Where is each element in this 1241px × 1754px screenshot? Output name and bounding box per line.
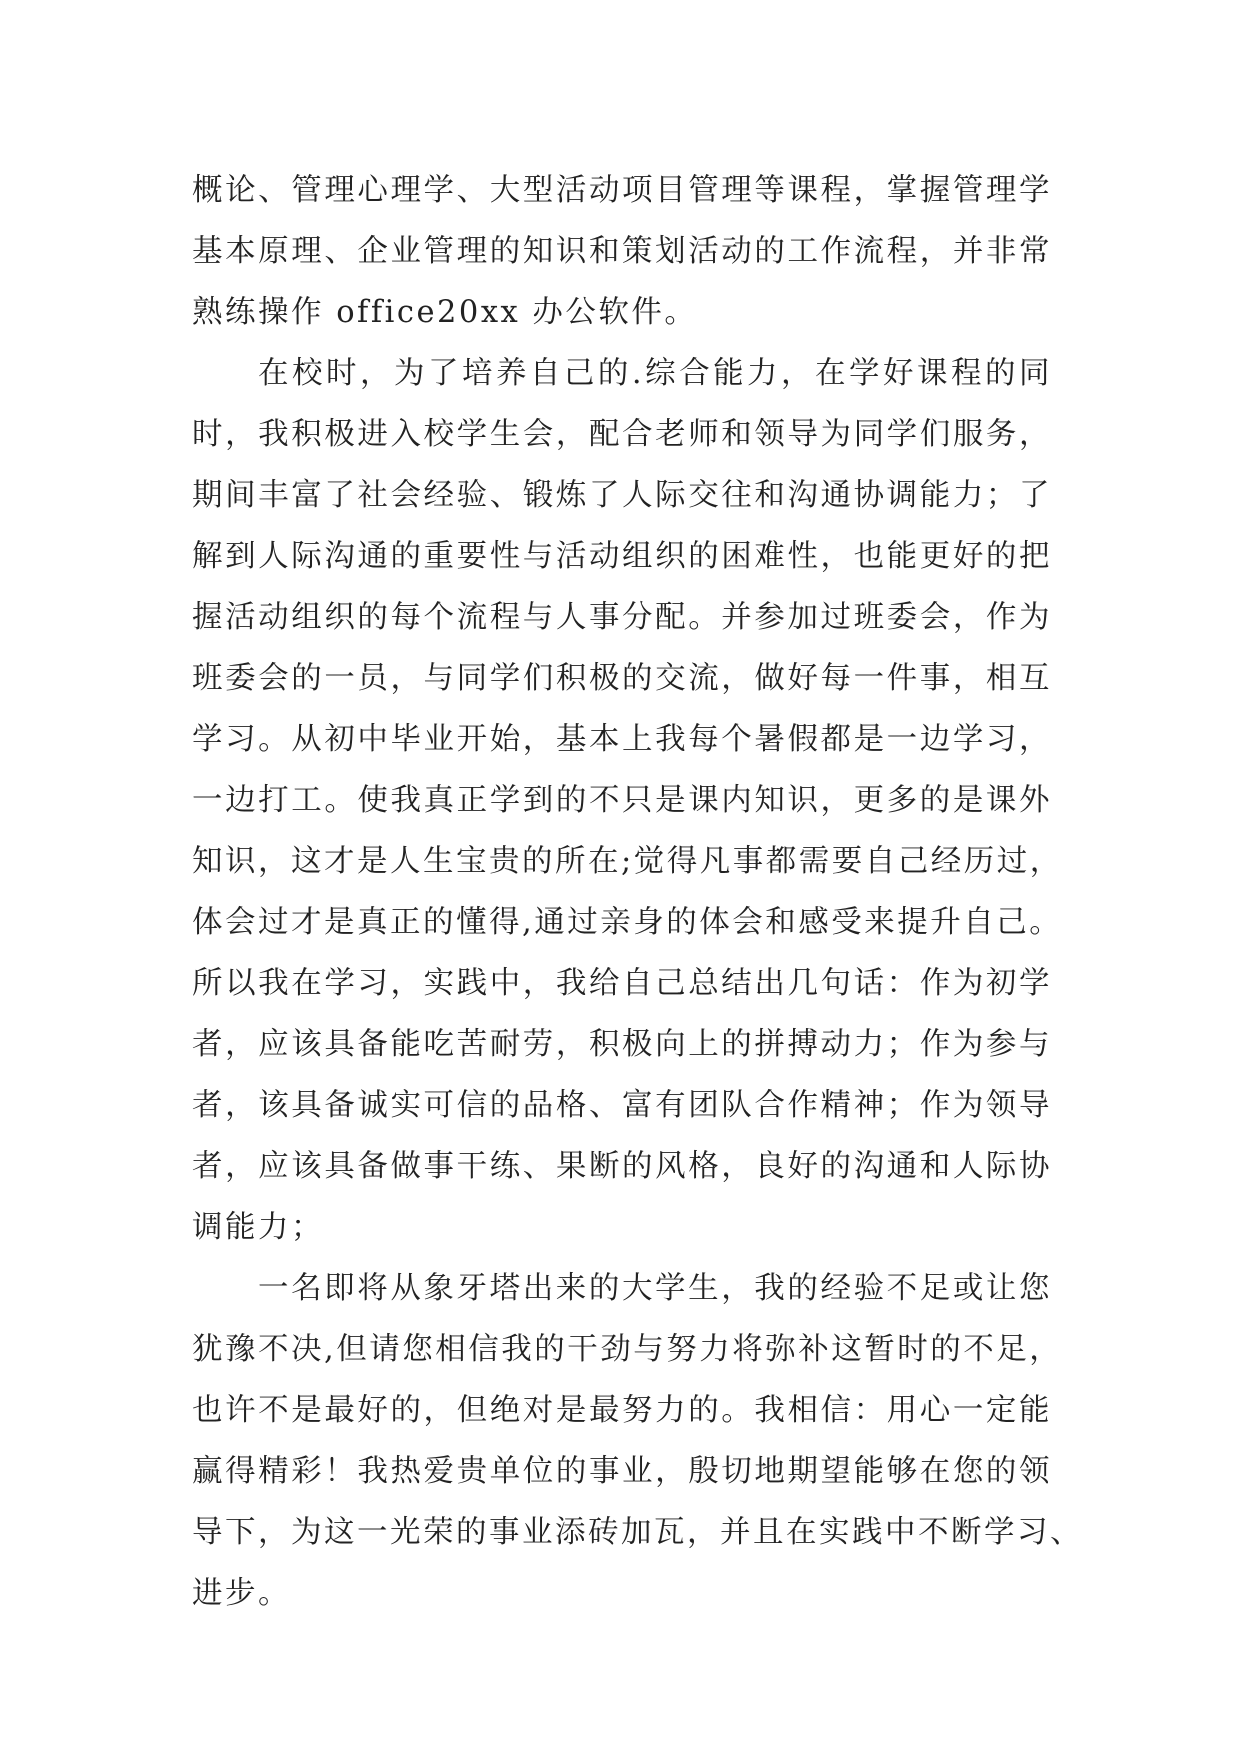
paragraph-line: 者，应该具备能吃苦耐劳，积极向上的拼搏动力；作为参与 [192, 1027, 1052, 1062]
paragraph-3 [192, 1258, 1083, 1624]
paragraph-line: 调能力； [192, 1210, 324, 1245]
paragraph-line: 所以我在学习，实践中，我给自己总结出几句话：作为初学 [192, 966, 1052, 1001]
paragraph-line: 犹豫不决,但请您相信我的干劲与努力将弥补这暂时的不足， [192, 1332, 1063, 1367]
paragraph-line: 基本原理、企业管理的知识和策划活动的工作流程，并非常 [192, 234, 1052, 269]
paragraph-line: 在校时，为了培养自己的.综合能力，在学好课程的同 [258, 356, 1052, 391]
paragraph-line: 体会过才是真正的懂得,通过亲身的体会和感受来提升自己。 [192, 905, 1063, 940]
paragraph-line: 知识，这才是人生宝贵的所在;觉得凡事都需要自己经历过， [192, 844, 1063, 879]
paragraph-line: 期间丰富了社会经验、锻炼了人际交往和沟通协调能力；了 [192, 478, 1052, 513]
paragraph-line: 班委会的一员，与同学们积极的交流，做好每一件事，相互 [192, 661, 1052, 696]
paragraph-line: 一名即将从象牙塔出来的大学生，我的经验不足或让您 [258, 1271, 1052, 1306]
paragraph-line: 一边打工。使我真正学到的不只是课内知识，更多的是课外 [192, 783, 1052, 818]
paragraph-line: 概论、管理心理学、大型活动项目管理等课程，掌握管理学 [192, 173, 1052, 208]
paragraph-line: 熟练操作 office20xx 办公软件。 [192, 295, 698, 330]
paragraph-2 [192, 343, 1063, 1258]
paragraph-line: 者，应该具备做事干练、果断的风格，良好的沟通和人际协 [192, 1149, 1052, 1184]
paragraph-line: 导下，为这一光荣的事业添砖加瓦，并且在实践中不断学习、 [192, 1515, 1083, 1550]
paragraph-1 [192, 160, 1052, 343]
paragraph-line: 学习。从初中毕业开始，基本上我每个暑假都是一边学习， [192, 722, 1052, 757]
paragraph-line: 者，该具备诚实可信的品格、富有团队合作精神；作为领导 [192, 1088, 1052, 1123]
paragraph-line: 赢得精彩！我热爱贵单位的事业，殷切地期望能够在您的领 [192, 1454, 1052, 1489]
document-body [192, 160, 1083, 1624]
paragraph-line: 时，我积极进入校学生会，配合老师和领导为同学们服务， [192, 417, 1052, 452]
paragraph-line: 解到人际沟通的重要性与活动组织的困难性，也能更好的把 [192, 539, 1052, 574]
paragraph-line: 握活动组织的每个流程与人事分配。并参加过班委会，作为 [192, 600, 1052, 635]
paragraph-line: 也许不是最好的，但绝对是最努力的。我相信：用心一定能 [192, 1393, 1052, 1428]
paragraph-line: 进步。 [192, 1576, 291, 1611]
